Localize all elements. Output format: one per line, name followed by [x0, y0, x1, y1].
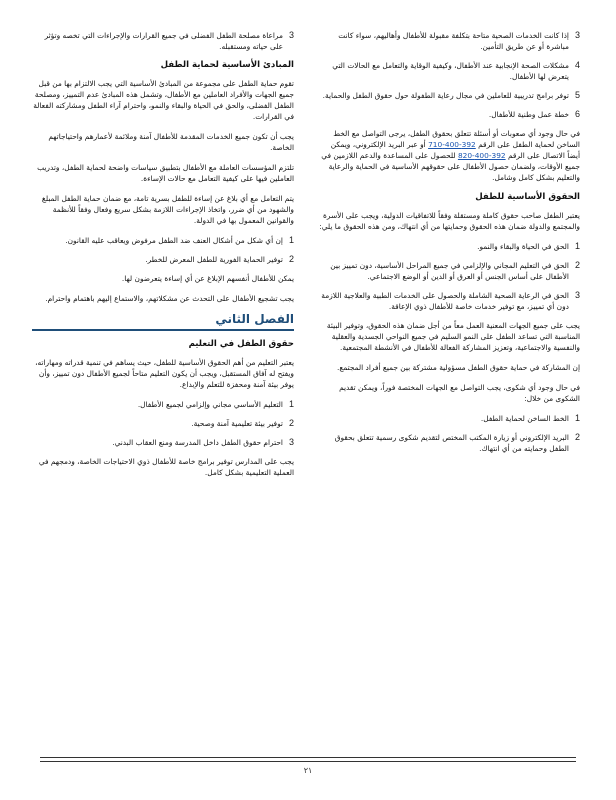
principles-paragraph: تقوم حماية الطفل على مجموعة من المبادئ الأساسية التي يجب الالتزام بها من قبل جميع الجهات والأفراد العاملين مع الأطفال، وتشمل هذه المبادئ عدم التمييز، ومصلحة الطفل الفضلى، والحق في الحياة والبقاء والنمو، واحترام آراء الطفل ومشاركته الفعالة في القرارات. [33, 79, 294, 121]
page-number: ٢١ [303, 766, 313, 775]
institutions-paragraph: تلتزم المؤسسات العاملة مع الأطفال بتطبيق سياسات واضحة لحماية الطفل، وتدريب العاملين فيها على كيفية التعامل مع حالات الإساءة. [37, 163, 294, 183]
list-number: 5 [574, 90, 580, 100]
right-list-top [318, 30, 580, 120]
list-item [32, 254, 294, 265]
self-report-paragraph: يمكن للأطفال أنفسهم الإبلاغ عن أي إساءة يتعرضون لها. [121, 274, 294, 283]
list-number: 1 [288, 399, 294, 409]
list-text: توفير الحماية الفورية للطفل المعرض للخطر. [145, 255, 283, 264]
shared-responsibility: إن المشاركة في حماية حقوق الطفل مسؤولية مشتركة بين جميع أفراد المجتمع. [337, 363, 580, 372]
footer-rule-top [40, 757, 576, 758]
special-needs-paragraph: يجب على المدارس توفير برامج خاصة للأطفال ذوي الاحتياجات الخاصة، ودمجهم في العملية التعليمية بشكل كامل. [38, 457, 294, 477]
list-item [318, 260, 580, 282]
list-number: 4 [574, 60, 580, 70]
list-item [318, 290, 580, 312]
list-text: الحق في الرعاية الصحية الشاملة والحصول على الخدمات الطبية والعلاجية اللازمة دون أي تمييز، مع توفير خدمات خاصة للأطفال ذوي الإعاقة. [321, 291, 569, 311]
list-item [32, 437, 294, 448]
list-text: التعليم الأساسي مجاني وإلزامي لجميع الأطفال. [137, 400, 283, 409]
list-text: إن أي شكل من أشكال العنف ضد الطفل مرفوض ويعاقب عليه القانون. [65, 236, 283, 245]
rights-intro: يعتبر الطفل صاحب حقوق كاملة ومستقلة وفقاً للاتفاقيات الدولية، ويجب على الأسرة والمجتمع والدولة ضمان هذه الحقوق وحمايتها من أي انتهاك، ومن هذه الحقوق ما يلي: [319, 211, 580, 231]
right-column [318, 30, 580, 462]
list-number: 2 [288, 254, 294, 264]
education-list [32, 399, 294, 448]
list-text: الحق في التعليم المجاني والإلزامي في جميع المراحل الأساسية، دون تمييز بين الأطفال على أساس الجنس أو العرق أو الدين أو الوضع الاجتماعي. [330, 261, 569, 281]
contact-text-1: في حال وجود أي صعوبات أو أسئلة تتعلق بحقوق الطفل، يرجى التواصل مع الخط الساخن لحماية الطفل على الرقم [333, 129, 580, 149]
list-number: 1 [574, 413, 580, 423]
complaint-intro: في حال وجود أي شكوى، يجب التواصل مع الجهات المختصة فوراً، ويمكن تقديم الشكوى من خلال: [339, 383, 580, 403]
list-text: مراعاة مصلحة الطفل الفضلى في جميع القرارات والإجراءات التي تخصه وتؤثر على حياته ومستقبله. [44, 31, 283, 51]
list-text: احترام حقوق الطفل داخل المدرسة ومنع العقاب البدني. [112, 438, 283, 447]
left-column [32, 30, 294, 487]
list-item [32, 235, 294, 246]
list-item [318, 90, 580, 101]
list-number: 1 [574, 241, 580, 251]
hotline-link-1[interactable]: 392-400-710 [428, 140, 476, 149]
list-number: 1 [288, 235, 294, 245]
chapter-divider [32, 329, 294, 331]
list-text: مشكلات الصحة الإنجابية عند الأطفال، وكيفية الوقاية والتعامل مع الحالات التي يتعرض لها الأطفال. [332, 61, 569, 81]
encourage-paragraph: يجب تشجيع الأطفال على التحدث عن مشكلاتهم، والاستماع إليهم باهتمام واحترام. [45, 294, 294, 303]
section-heading-principles: المبادئ الأساسية لحماية الطفل [160, 60, 294, 70]
complaint-list [318, 413, 580, 454]
list-item [32, 399, 294, 410]
list-text: توفر برامج تدريبية للعاملين في مجال رعاية الطفولة حول حقوق الطفل والحماية. [322, 91, 569, 100]
list-number: 3 [288, 437, 294, 447]
section-heading-education: حقوق الطفل في التعليم [188, 339, 294, 349]
list-item [318, 60, 580, 82]
contact-paragraph [318, 128, 580, 183]
services-paragraph: يجب أن تكون جميع الخدمات المقدمة للأطفال آمنة وملائمة لأعمارهم واحتياجاتهم الخاصة. [48, 132, 294, 152]
list-item [318, 432, 580, 454]
list-text: الحق في الحياة والبقاء والنمو. [477, 242, 569, 251]
list-item [318, 109, 580, 120]
list-number: 6 [574, 109, 580, 119]
list-item [318, 413, 580, 424]
list-number: 3 [574, 30, 580, 40]
footer-rule-bottom [40, 761, 576, 762]
list-item [318, 30, 580, 52]
list-number: 2 [288, 418, 294, 428]
list-text: الخط الساخن لحماية الطفل. [480, 414, 569, 423]
list-number: 3 [574, 290, 580, 300]
list-number: 2 [574, 260, 580, 270]
rights-list [318, 241, 580, 312]
education-paragraph: يعتبر التعليم من أهم الحقوق الأساسية للطفل، حيث يساهم في تنمية قدراته ومهاراته، ويفتح له آفاق المستقبل، ويجب أن يكون التعليم متاحاً لجميع الأطفال دون تمييز، وأن يوفر بيئة آمنة ومحفزة للتعلم والإبداع. [35, 358, 294, 389]
list-text: توفير بيئة تعليمية آمنة وصحية. [191, 419, 283, 428]
contact-text-2: أو عبر البريد الإلكتروني، ويمكن أيضاً الاتصال على الرقم [330, 140, 580, 160]
responsibility-paragraph: يجب على جميع الجهات المعنية العمل معاً من أجل ضمان هذه الحقوق، وتوفير البيئة المناسبة التي تساعد الطفل على النمو السليم في جميع النواحي الجسدية والعقلية والنفسية والاجتماعية، وتعزيز المشاركة الفعالة للأطفال في الأنشطة المجتمعية. [326, 321, 580, 352]
left-list-mid [32, 235, 294, 265]
list-item [318, 241, 580, 252]
list-text: البريد الإلكتروني أو زيارة المكتب المختص لتقديم شكوى رسمية تتعلق بحقوق الطفل وحمايته من أي انتهاك. [334, 433, 569, 453]
list-number: 2 [574, 432, 580, 442]
list-item [32, 30, 294, 52]
section-heading-rights: الحقوق الأساسية للطفل [475, 192, 580, 202]
list-text: خطة عمل وطنية للأطفال. [488, 110, 569, 119]
hotline-link-2[interactable]: 392-400-820 [457, 151, 506, 160]
chapter-heading: الفصل الثاني [215, 312, 294, 326]
list-text: إذا كانت الخدمات الصحية متاحة بتكلفة مقبولة للأطفال وأهاليهم، سواء كانت مباشرة أو عن طريق التأمين. [338, 31, 569, 51]
list-item [32, 418, 294, 429]
contact-text-3: للحصول على المساعدة والدعم اللازمين في جميع الأوقات، ولضمان حصول الأطفال على حقوقهم الأساسية في الحماية والرعاية والتعليم بشكل كامل وشامل. [321, 151, 580, 182]
reporting-paragraph: يتم التعامل مع أي بلاغ عن إساءة للطفل بسرية تامة، مع ضمان حماية الطفل المبلغ والشهود من أي ضرر، واتخاذ الإجراءات اللازمة بشكل سريع وفعال وفقاً للأنظمة والقوانين المعمول بها في الدولة. [41, 194, 294, 225]
list-number: 3 [288, 30, 294, 40]
